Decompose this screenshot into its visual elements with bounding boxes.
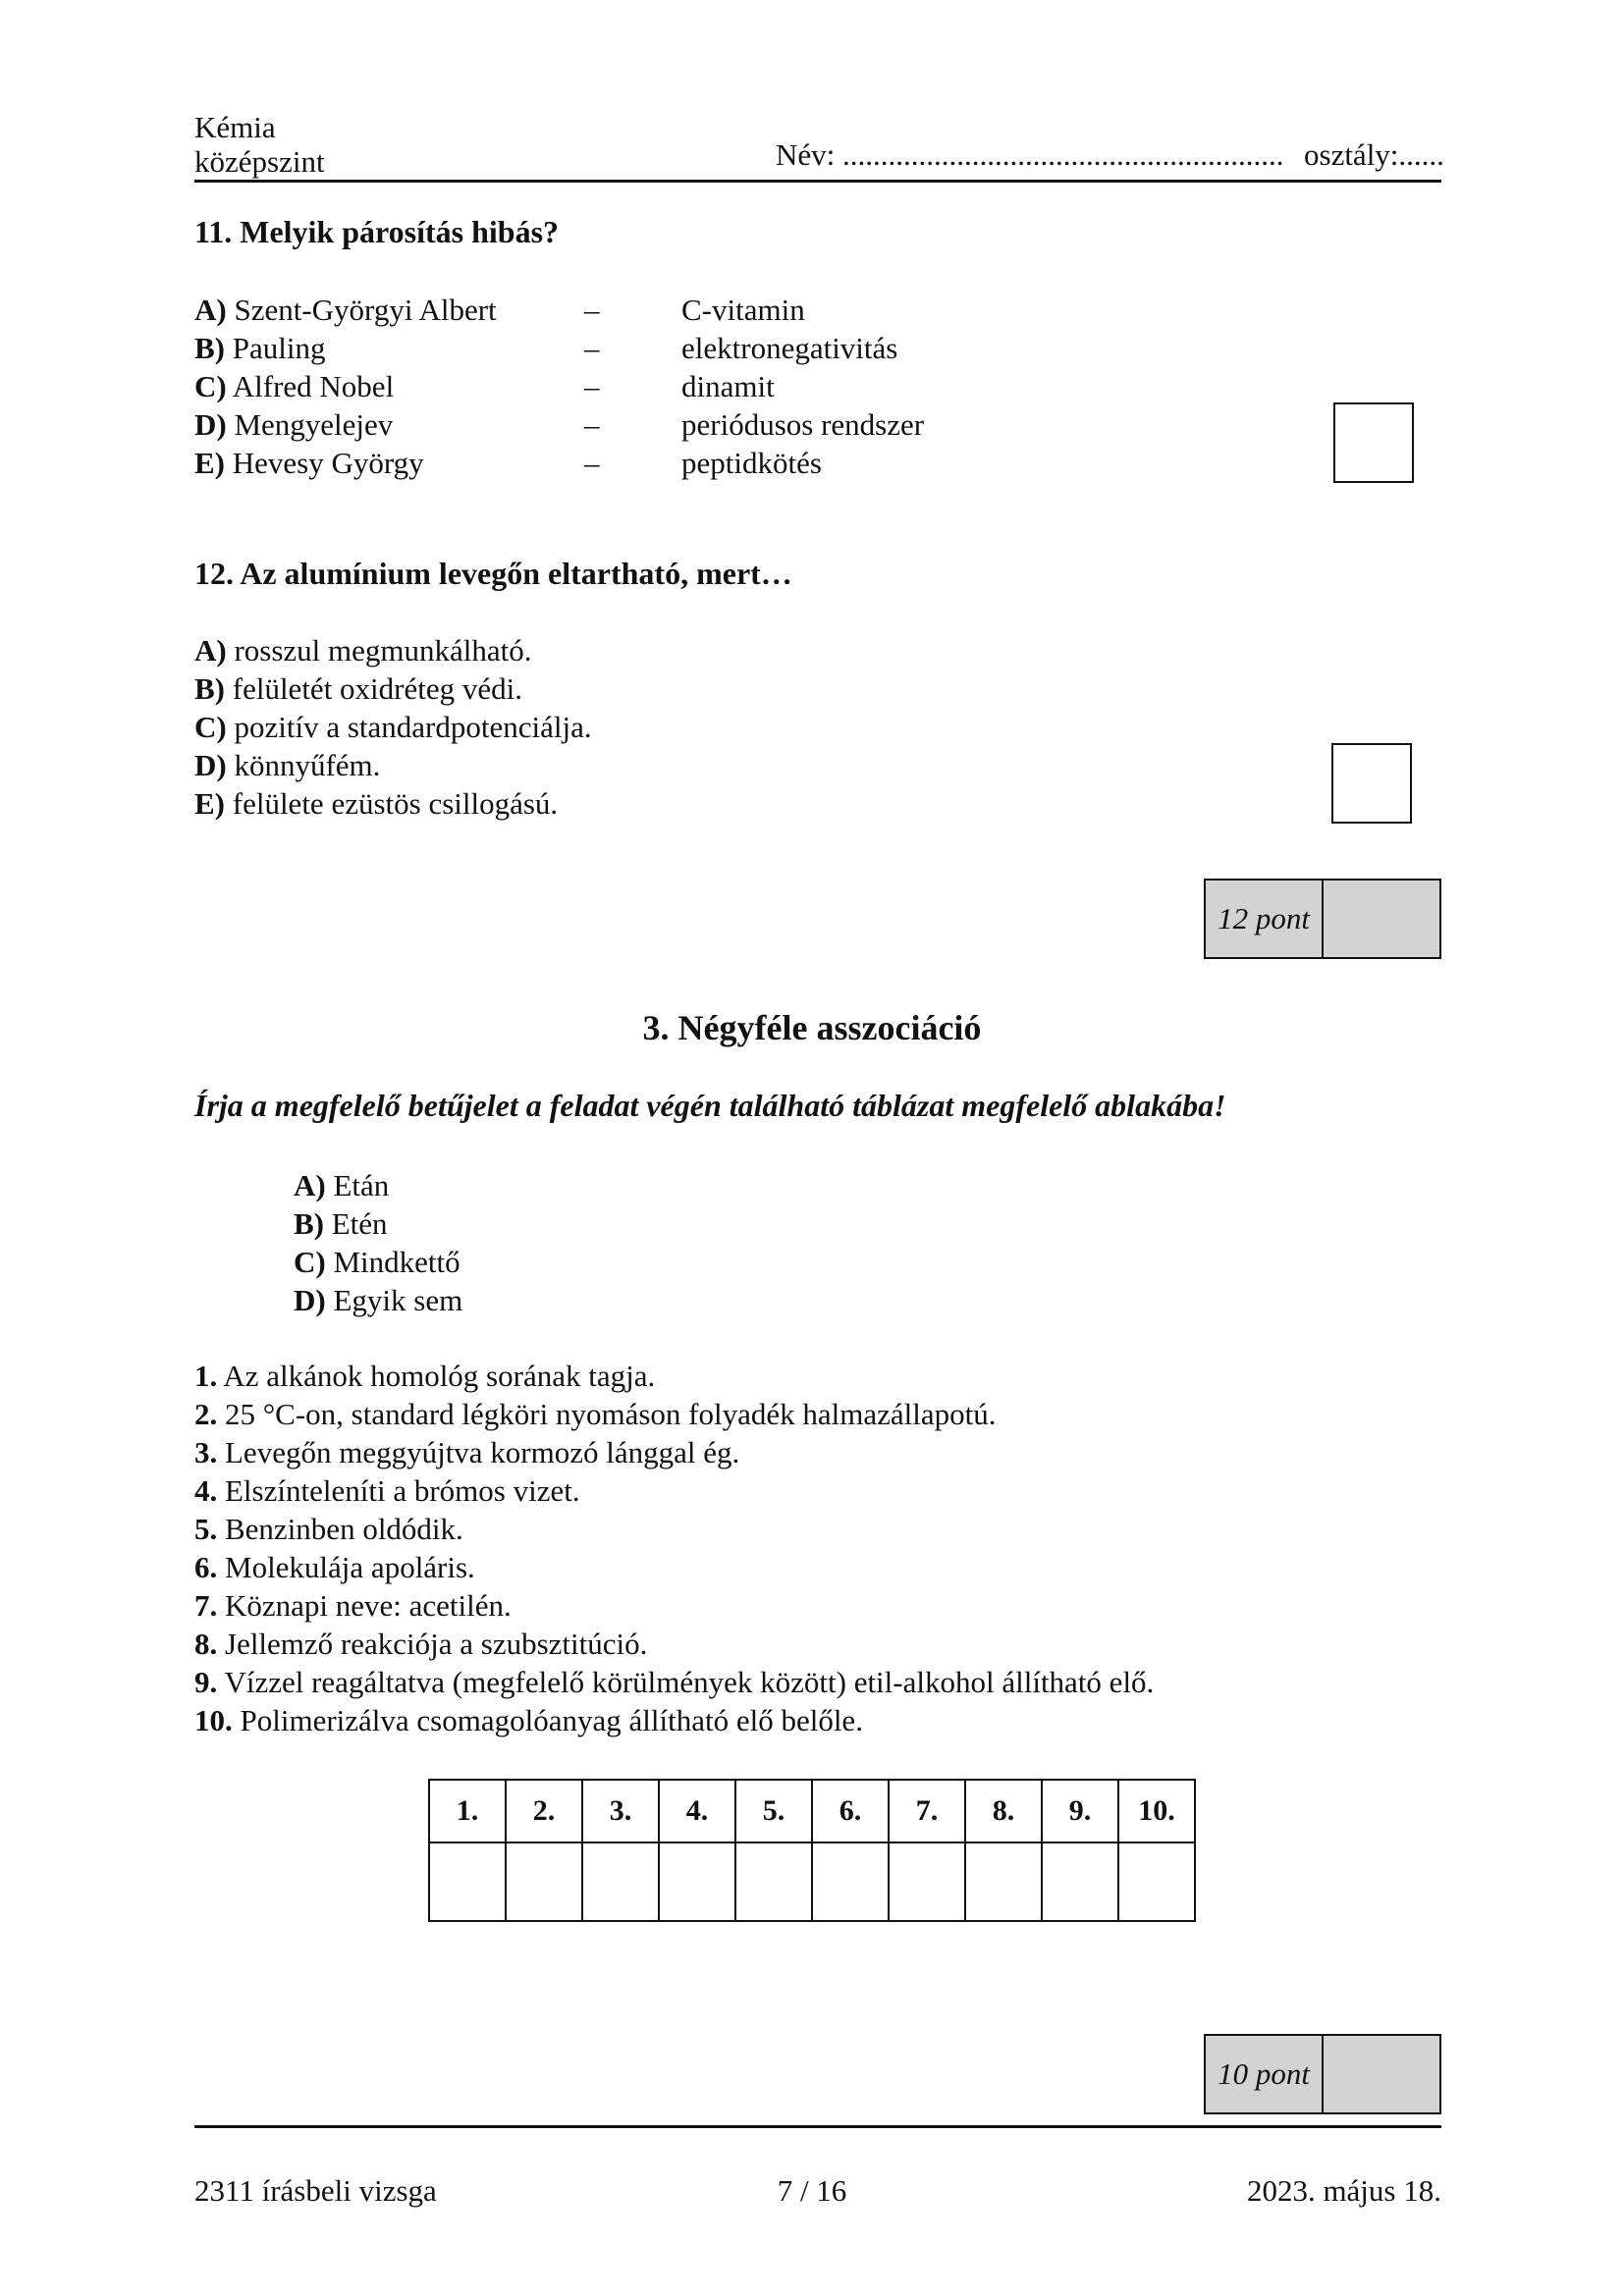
answer-table-header: 9. <box>1042 1780 1118 1842</box>
option-letter: B) <box>194 671 225 706</box>
choice-letter: B) <box>294 1206 324 1241</box>
answer-cell-10[interactable] <box>1118 1842 1195 1921</box>
statement-num: 3. <box>194 1435 218 1469</box>
class-field-label: osztály:...... <box>1304 137 1444 172</box>
statement-text: Jellemző reakciója a szubsztitúció. <box>225 1627 648 1661</box>
statement-text: Elszínteleníti a brómos vizet. <box>225 1473 580 1508</box>
choice-text: Egyik sem <box>333 1283 463 1317</box>
answer-cell-2[interactable] <box>506 1842 582 1921</box>
statement-text: 25 °C-on, standard légköri nyomáson folyadék halmazállapotú. <box>225 1397 997 1431</box>
q12-option-a <box>194 631 592 669</box>
answer-table-header: 6. <box>812 1780 889 1842</box>
statement-num: 5. <box>194 1512 218 1546</box>
option-text: rosszul megmunkálható. <box>234 633 532 667</box>
answer-cell-7[interactable] <box>889 1842 965 1921</box>
option-dash: – <box>584 446 600 480</box>
footer-exam-code: 2311 írásbeli vizsga <box>194 2173 437 2208</box>
statement-item <box>194 1395 1154 1433</box>
q12-answer-box[interactable] <box>1331 743 1412 824</box>
answer-table-header: 5. <box>735 1780 812 1842</box>
option-left: Mengyelejev <box>234 407 394 442</box>
statement-item <box>194 1510 1154 1548</box>
q11-title: 11. Melyik párosítás hibás? <box>194 214 560 249</box>
answer-table-header: 2. <box>506 1780 582 1842</box>
q12-option-d <box>194 746 592 784</box>
header-subject: Kémia <box>194 110 276 144</box>
answer-table-header-row <box>429 1780 1195 1842</box>
points-label: 12 pont <box>1206 881 1324 957</box>
statement-num: 4. <box>194 1473 218 1508</box>
answer-table-header: 1. <box>429 1780 506 1842</box>
points-score-field[interactable] <box>1324 2036 1439 2112</box>
statement-list <box>194 1357 1154 1739</box>
answer-table-header: 4. <box>659 1780 735 1842</box>
choice-letter: C) <box>294 1245 326 1279</box>
name-field-label: Név: .......................................................... <box>776 137 1284 172</box>
points-score-field[interactable] <box>1324 881 1439 957</box>
choice-text: Mindkettő <box>333 1245 460 1279</box>
header-level: középszint <box>194 144 325 179</box>
choice-text: Etén <box>331 1206 388 1241</box>
q11-option-e <box>194 444 822 482</box>
statement-item <box>194 1433 1154 1471</box>
q11-option-b <box>194 329 898 367</box>
answer-cell-5[interactable] <box>735 1842 812 1921</box>
answer-table <box>428 1779 1196 1922</box>
choice-letter: A) <box>294 1168 326 1202</box>
q12-option-e <box>194 784 592 823</box>
footer-divider <box>194 2125 1441 2128</box>
points-label: 10 pont <box>1206 2036 1324 2112</box>
answer-cell-4[interactable] <box>659 1842 735 1921</box>
option-letter: D) <box>194 748 227 782</box>
answer-cell-9[interactable] <box>1042 1842 1118 1921</box>
option-dash: – <box>584 369 600 403</box>
footer-date: 2023. május 18. <box>1246 2173 1441 2208</box>
statement-text: Levegőn meggyújtva kormozó lánggal ég. <box>225 1435 740 1469</box>
choice-d <box>294 1281 462 1319</box>
option-left: Szent-Györgyi Albert <box>234 293 497 327</box>
option-letter: B) <box>194 331 225 365</box>
statement-num: 7. <box>194 1588 218 1623</box>
answer-table-input-row <box>429 1842 1195 1921</box>
option-text: pozitív a standardpotenciálja. <box>234 710 592 744</box>
option-dash: – <box>584 331 600 365</box>
q11-answer-box[interactable] <box>1333 402 1414 483</box>
statement-item <box>194 1701 1154 1739</box>
option-text: könnyűfém. <box>234 748 381 782</box>
q12-option-c <box>194 708 592 746</box>
option-letter: C) <box>194 369 227 403</box>
option-letter: E) <box>194 446 225 480</box>
statement-text: Polimerizálva csomagolóanyag állítható elő belőle. <box>240 1703 863 1737</box>
option-letter: A) <box>194 633 227 667</box>
answer-cell-6[interactable] <box>812 1842 889 1921</box>
option-letter: D) <box>194 407 227 442</box>
section-instruction: Írja a megfelelő betűjelet a feladat végén található táblázat megfelelő ablakába! <box>194 1088 1226 1123</box>
points-box <box>1204 2034 1441 2114</box>
answer-cell-3[interactable] <box>582 1842 659 1921</box>
option-right: periódusos rendszer <box>681 407 925 442</box>
statement-num: 6. <box>194 1550 218 1584</box>
option-left: Pauling <box>232 331 326 365</box>
answer-table-header: 3. <box>582 1780 659 1842</box>
statement-num: 2. <box>194 1397 218 1431</box>
statement-num: 8. <box>194 1627 218 1661</box>
option-text: felülete ezüstös csillogású. <box>232 786 559 821</box>
statement-item <box>194 1586 1154 1625</box>
q11-options <box>194 291 925 482</box>
answer-table-header: 10. <box>1118 1780 1195 1842</box>
option-letter: C) <box>194 710 227 744</box>
q12-options <box>194 631 592 823</box>
q11-option-c <box>194 367 775 405</box>
q12-title: 12. Az alumínium levegőn eltartható, mert… <box>194 556 792 591</box>
q11-option-d <box>194 405 925 444</box>
q11-option-a <box>194 291 805 329</box>
option-dash: – <box>584 407 600 442</box>
statement-item <box>194 1357 1154 1395</box>
statement-item <box>194 1625 1154 1663</box>
choice-c <box>294 1243 462 1281</box>
section-title: 3. Négyféle asszociáció <box>642 1008 982 1047</box>
statement-text: Vízzel reagáltatva (megfelelő körülmények között) etil-alkohol állítható elő. <box>224 1665 1155 1699</box>
statement-num: 1. <box>194 1359 218 1393</box>
option-right: elektronegativitás <box>681 331 898 365</box>
option-right: peptidkötés <box>681 446 822 480</box>
option-right: dinamit <box>681 369 775 403</box>
footer-page-number: 7 / 16 <box>777 2173 847 2208</box>
answer-table-header: 7. <box>889 1780 965 1842</box>
statement-item <box>194 1663 1154 1701</box>
statement-num: 10. <box>194 1703 233 1737</box>
header-divider <box>194 180 1441 183</box>
answer-cell-1[interactable] <box>429 1842 506 1921</box>
choice-letter: D) <box>294 1283 326 1317</box>
points-box <box>1204 879 1441 959</box>
option-text: felületét oxidréteg védi. <box>232 671 522 706</box>
statement-text: Molekulája apoláris. <box>225 1550 475 1584</box>
option-right: C-vitamin <box>681 293 805 327</box>
answer-cell-8[interactable] <box>965 1842 1042 1921</box>
statement-item <box>194 1548 1154 1586</box>
association-choices <box>294 1166 462 1319</box>
statement-num: 9. <box>194 1665 218 1699</box>
statement-text: Az alkánok homológ sorának tagja. <box>223 1359 656 1393</box>
choice-text: Etán <box>333 1168 390 1202</box>
statement-text: Köznapi neve: acetilén. <box>225 1588 512 1623</box>
answer-table-header: 8. <box>965 1780 1042 1842</box>
choice-b <box>294 1204 462 1243</box>
option-left: Hevesy György <box>232 446 424 480</box>
option-letter: A) <box>194 293 227 327</box>
statement-text: Benzinben oldódik. <box>225 1512 463 1546</box>
option-letter: E) <box>194 786 225 821</box>
choice-a <box>294 1166 462 1204</box>
q12-option-b <box>194 669 592 708</box>
option-left: Alfred Nobel <box>232 369 395 403</box>
statement-item <box>194 1471 1154 1510</box>
option-dash: – <box>584 293 600 327</box>
